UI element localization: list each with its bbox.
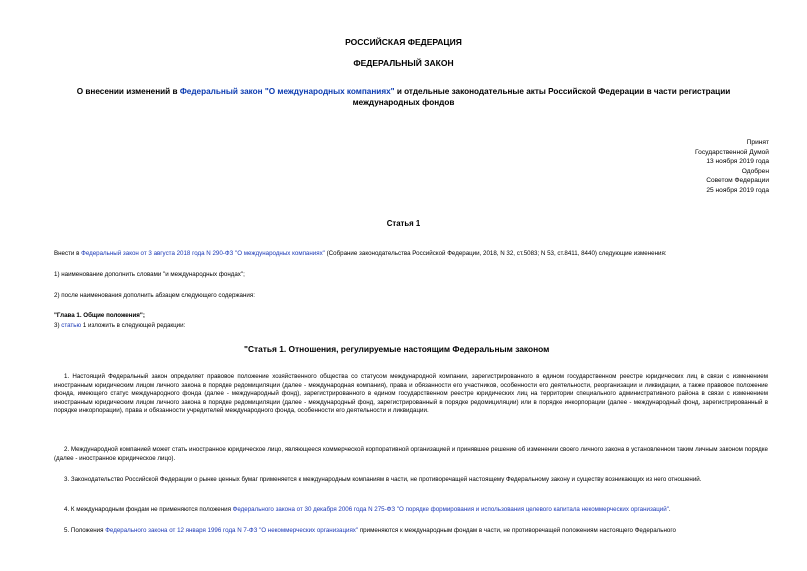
paragraph-1-text: 1. Настоящий Федеральный закон определяет правовое положение хозяйственного общества со статусом международной компании, зарегистрированного в едином государственном реестре юридических лиц в связи с изменением иностранным юридическим лицом личного закона в порядке редомициляции (далее - международная компания), права и обязанности его участников, особенности его деятельности, реорганизации и ликвидации, а также правовое положение фонда, имеющего статус международного фонда (далее - международный фонд), зарегистрированного в едином государственном реестре юридических лиц на территории специального административного района в связи с изменением иностранным юридическим лицом личного закона в порядке редомициляции (далее - международный фонд, зарегистрированный в порядке редомициляции) или в порядке инкорпорации (далее - международный фонд, зарегистрированный в порядке инкорпорации), права и обязанности учредителей международного фонда, особенности его деятельности и ликвидации. — [54, 373, 768, 415]
intro-prefix: Внести в — [54, 250, 82, 257]
paragraph-5 — [54, 527, 768, 536]
intro-suffix: (Собрание законодательства Российской Федерации, 2018, N 32, ст.5083; N 53, ст.8411, 8440) следующие изменения: — [324, 250, 667, 257]
paragraph-1 — [54, 373, 768, 416]
title-suffix: и отдельные законодательные акты Российской Федерации в части регистрации международных фондов — [352, 87, 731, 107]
title-law-link[interactable]: Федеральный закон "О международных компаниях" — [179, 87, 395, 96]
paragraph-5-suffix: применяются к международным фондам в части, не противоречащей положениям настоящего Федерального — [358, 527, 676, 534]
law-type-heading: ФЕДЕРАЛЬНЫЙ ЗАКОН — [353, 58, 454, 68]
paragraph-4-law-link[interactable]: Федерального закона от 30 декабря 2006 года N 275-ФЗ "О порядке формирования и использования целевого капитала некоммерческих организаций" — [232, 506, 669, 513]
paragraph-5-prefix: 5. Положения — [64, 527, 106, 534]
article-heading: Статья 1 — [386, 219, 421, 228]
paragraph-2 — [54, 446, 768, 463]
acceptance-line: 13 ноября 2019 года — [706, 158, 769, 166]
paragraph-5-law-link[interactable]: Федерального закона от 12 января 1996 года N 7-ФЗ "О некоммерческих организациях" — [105, 527, 359, 534]
paragraph-4 — [54, 506, 768, 515]
chapter-title: "Глава 1. Общие положения"; — [54, 312, 145, 319]
acceptance-line: Одобрен — [741, 167, 769, 175]
intro-law-link[interactable]: Федеральный закон от 3 августа 2018 года N 290-ФЗ "О международных компаниях" — [81, 250, 325, 257]
paragraph-2-text: 2. Международной компанией может стать иностранное юридическое лицо, являющееся коммерческой корпоративной организацией и принявшее решение об изменении своего личного закона в установленном таким личным законом порядке (далее - иностранное юридическое лицо). — [54, 446, 768, 462]
item-2: 2) после наименования дополнить абзацем следующего содержания: — [54, 292, 255, 299]
country-heading: РОССИЙСКАЯ ФЕДЕРАЦИЯ — [345, 37, 462, 47]
item3-article-link[interactable]: статью — [61, 322, 82, 329]
item-3 — [54, 322, 768, 331]
article1-heading: "Статья 1. Отношения, регулируемые настоящим Федеральным законом — [244, 344, 550, 354]
acceptance-line: 25 ноября 2019 года — [706, 186, 769, 194]
law-title — [45, 86, 762, 108]
acceptance-block — [695, 138, 769, 196]
title-prefix: О внесении изменений в — [76, 87, 180, 96]
acceptance-line: Советом Федерации — [706, 177, 769, 185]
paragraph-4-prefix: 4. К международным фондам не применяются положения — [64, 506, 233, 513]
item-1: 1) наименование дополнить словами "и международных фондах"; — [54, 271, 245, 278]
acceptance-line: Принят — [746, 139, 769, 146]
article-intro — [54, 250, 768, 259]
item3-prefix: 3) — [54, 322, 62, 329]
paragraph-3 — [54, 476, 768, 485]
paragraph-3-text: 3. Законодательство Российской Федерации о рынке ценных бумаг применяется к международным компаниям в части, не противоречащей настоящему Федеральному закону и существу возникающих из него отношений. — [64, 476, 702, 483]
paragraph-4-suffix: . — [668, 506, 671, 513]
acceptance-line: Государственной Думой — [695, 148, 769, 156]
item3-suffix: 1 изложить в следующей редакции: — [81, 322, 186, 329]
